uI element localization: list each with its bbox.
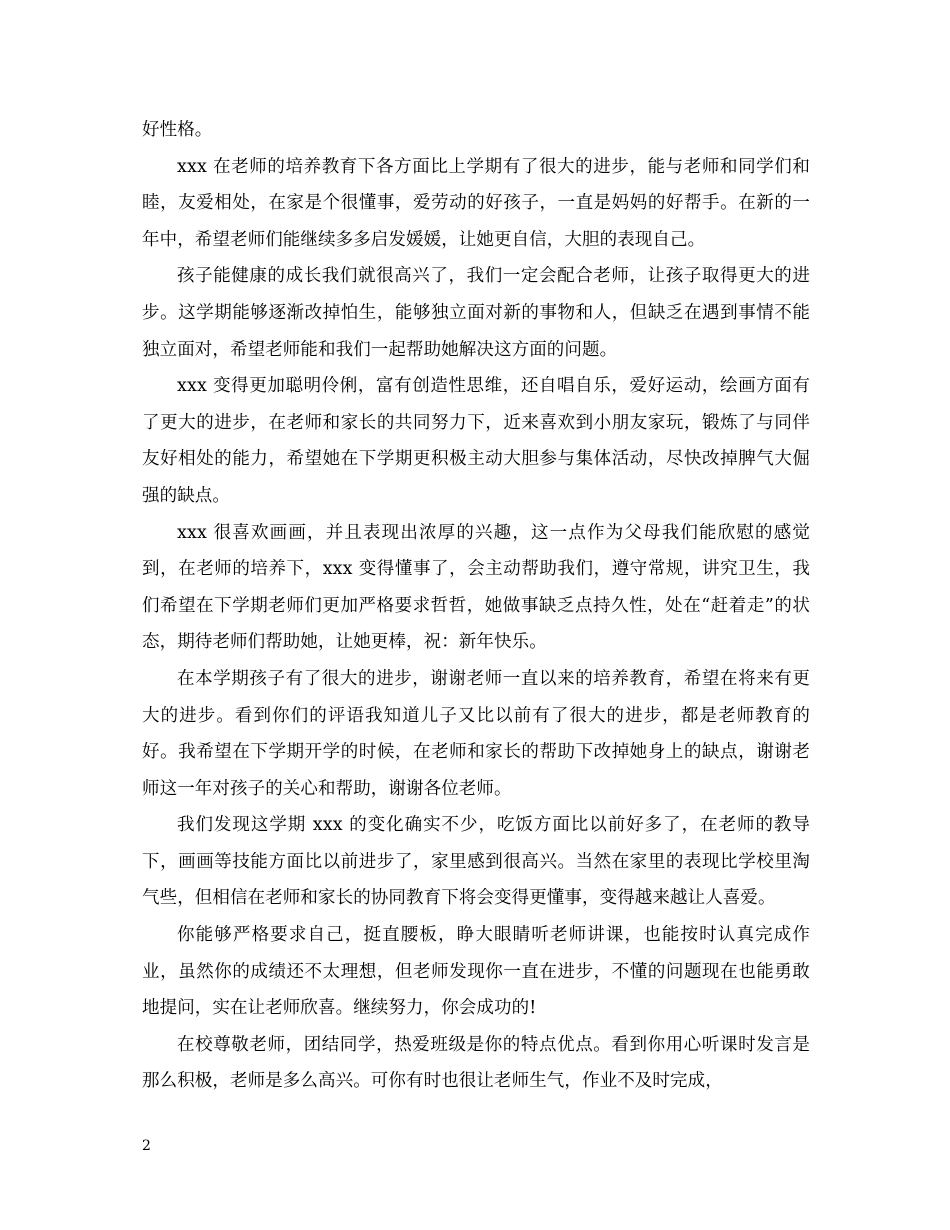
paragraph: 在校尊敬老师，团结同学，热爱班级是你的特点优点。看到你用心听课时发言是那么积极，老师是多么高兴。可你有时也很让老师生气，作业不及时完成， <box>142 1034 810 1092</box>
paragraph: xxx 很喜欢画画，并且表现出浓厚的兴趣，这一点作为父母我们能欣慰的感觉到，在老师的培养下，xxx 变得懂事了，会主动帮助我们，遵守常规，讲究卫生，我们希望在下学期老师们更加严格要求哲哲，她做事缺乏点持久性，处在“赶着走”的状态，期待老师们帮助她，让她更棒，祝：新年快乐。 <box>142 522 810 653</box>
document-body <box>142 112 810 1100</box>
paragraph: 好性格。 <box>142 120 213 140</box>
paragraph: 你能够严格要求自己，挺直腰板，睁大眼睛听老师讲课，也能按时认真完成作业，虽然你的成绩还不太理想，但老师发现你一直在进步，不懂的问题现在也能勇敢地提问，实在让老师欣喜。继续努力，你会成功的! <box>142 925 810 1019</box>
paragraph: xxx 变得更加聪明伶俐，富有创造性思维，还自唱自乐，爱好运动，绘画方面有了更大的进步，在老师和家长的共同努力下，近来喜欢到小朋友家玩，锻炼了与同伴友好相处的能力，希望她在下学期更积极主动大胆参与集体活动，尽快改掉脾气大倔强的缺点。 <box>142 376 810 506</box>
paragraph: 在本学期孩子有了很大的进步，谢谢老师一直以来的培养教育，希望在将来有更大的进步。看到你们的评语我知道儿子又比以前有了很大的进步，都是老师教育的好。我希望在下学期开学的时候，在老师和家长的帮助下改掉她身上的缺点，谢谢老师这一年对孩子的关心和帮助，谢谢各位老师。 <box>142 668 810 799</box>
paragraph: 孩子能健康的成长我们就很高兴了，我们一定会配合老师，让孩子取得更大的进步。这学期能够逐渐改掉怕生，能够独立面对新的事物和人，但缺乏在遇到事情不能独立面对，希望老师能和我们一起帮助她解决这方面的问题。 <box>142 266 810 360</box>
paragraph: xxx 在老师的培养教育下各方面比上学期有了很大的进步，能与老师和同学们和睦，友爱相处，在家是个很懂事，爱劳动的好孩子，一直是妈妈的好帮手。在新的一年中，希望老师们能继续多多启发媛媛，让她更自信，大胆的表现自己。 <box>142 156 810 250</box>
page-number: 2 <box>142 1138 151 1154</box>
paragraph: 我们发现这学期 xxx 的变化确实不少，吃饭方面比以前好多了，在老师的教导下，画画等技能方面比以前进步了，家里感到很高兴。当然在家里的表现比学校里淘气些，但相信在老师和家长的协同教育下将会变得更懂事，变得越来越让人喜爱。 <box>142 815 810 909</box>
